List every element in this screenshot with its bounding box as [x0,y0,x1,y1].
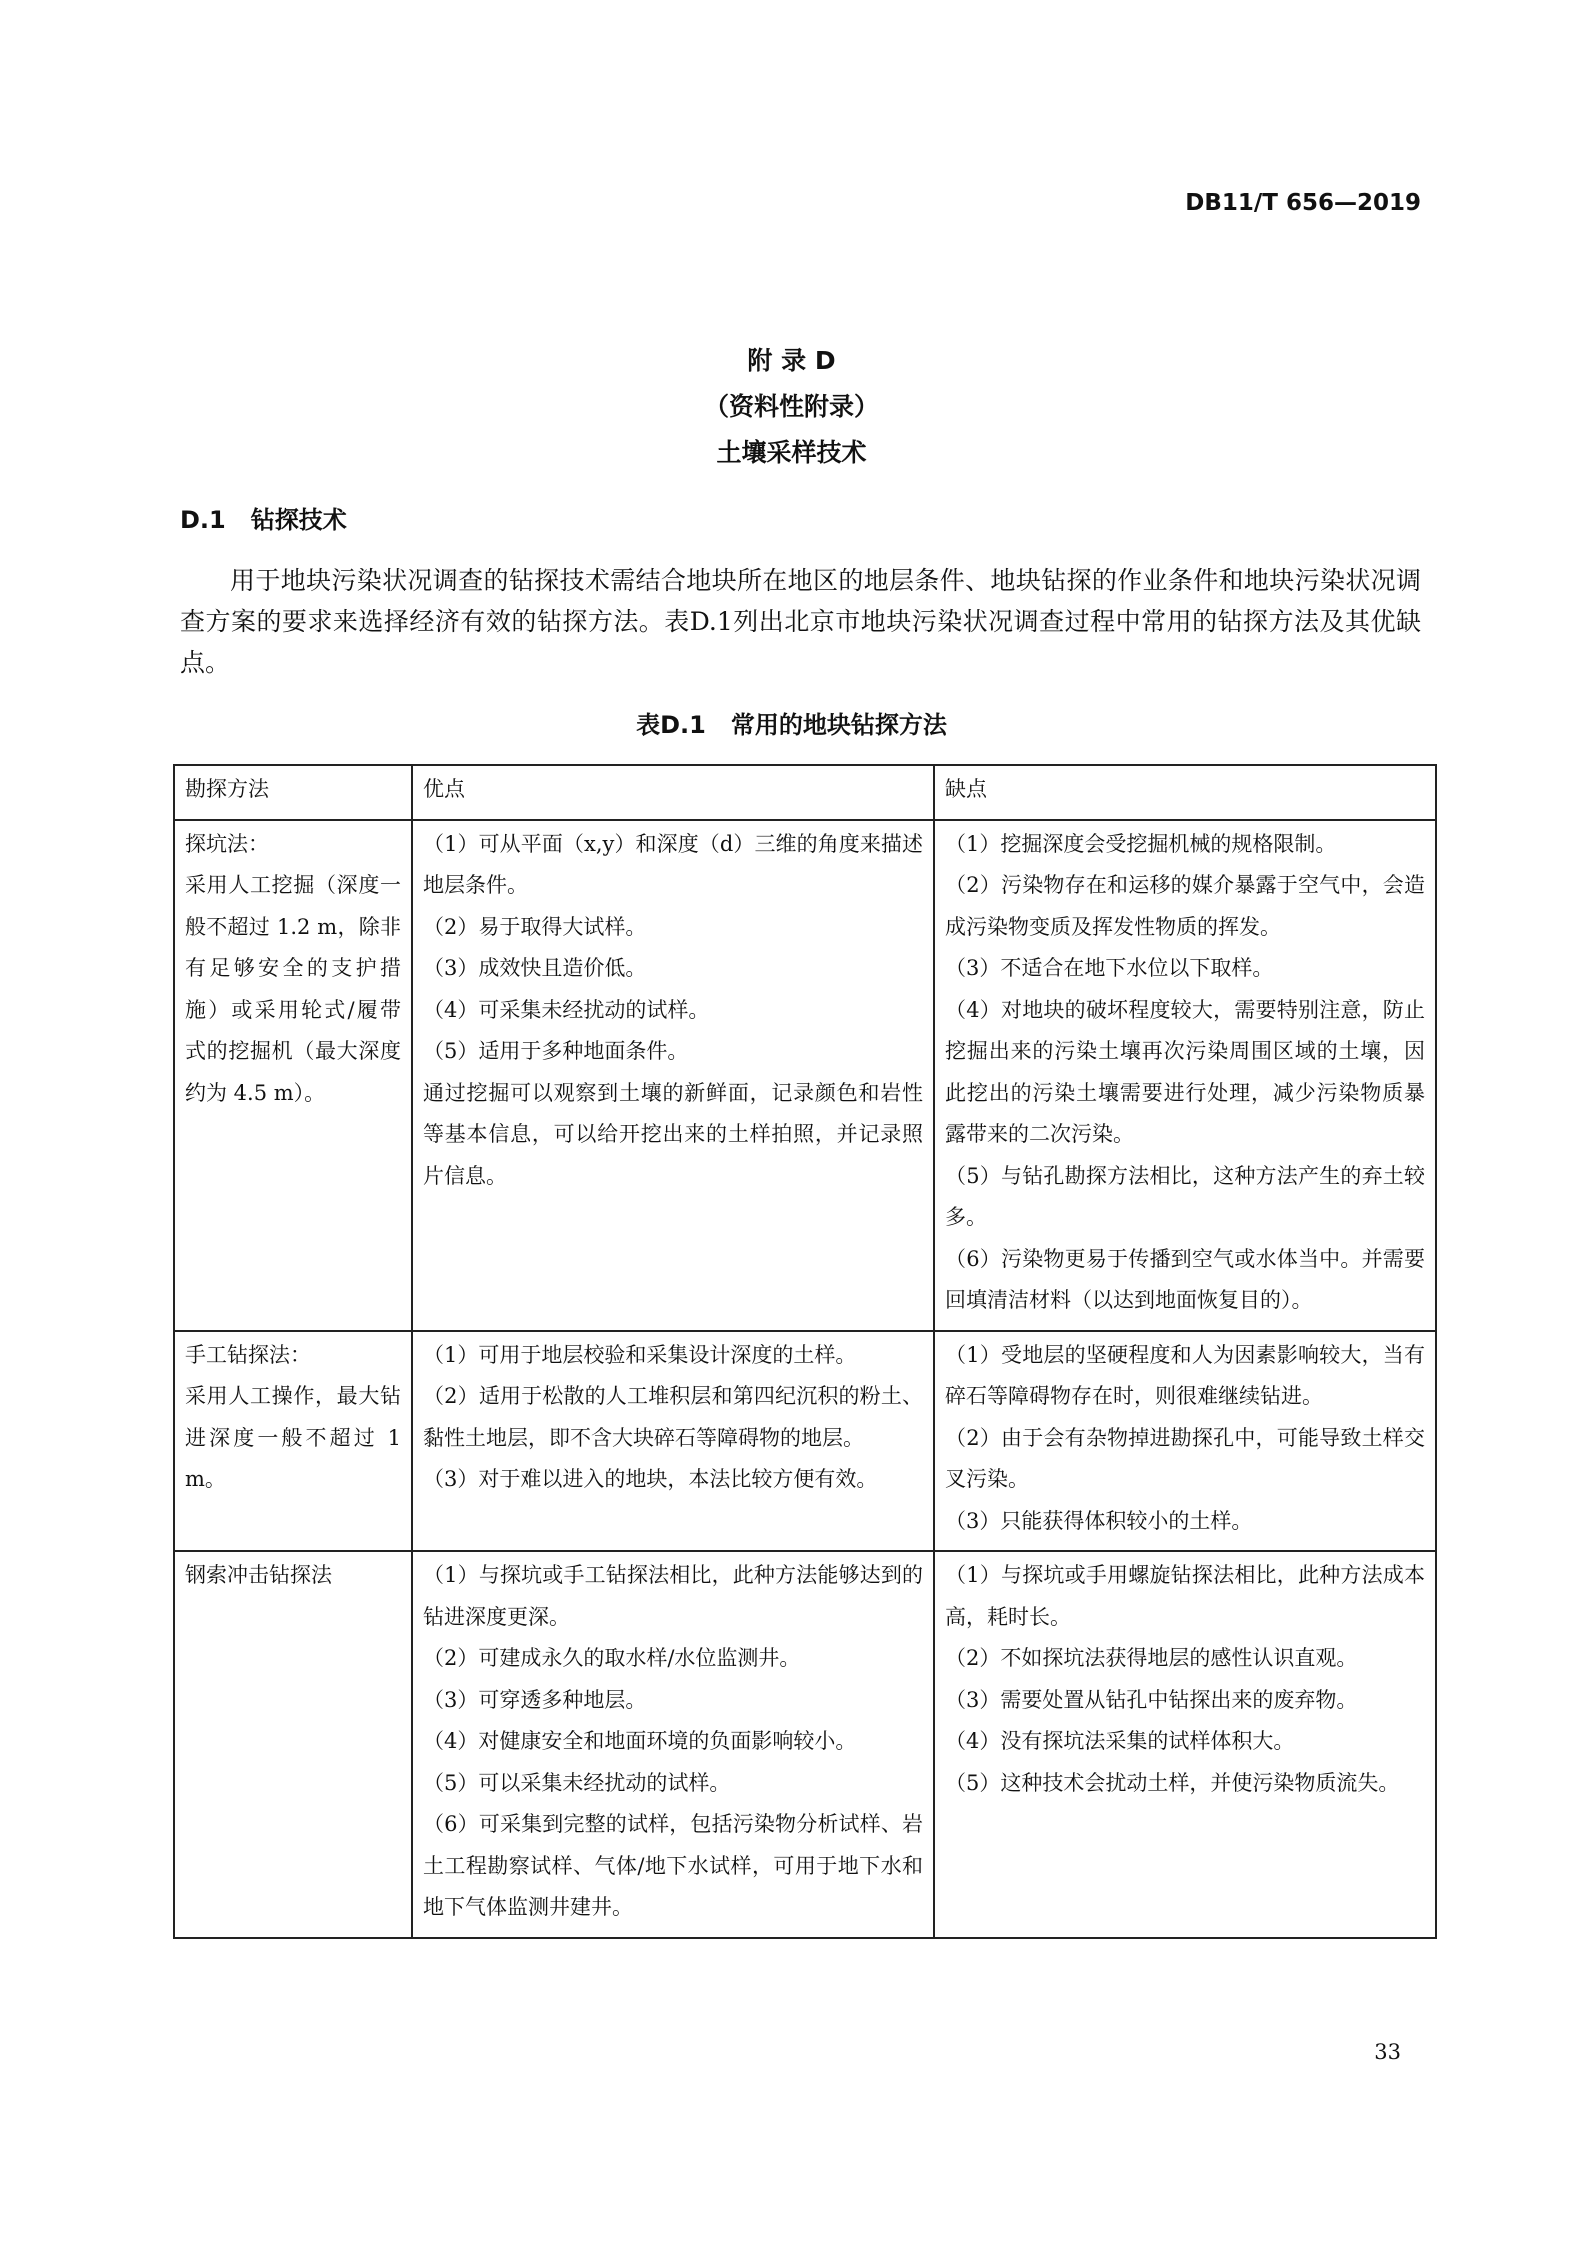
cell-line: 钢索冲击钻探法 [185,1563,332,1587]
appendix-label: 附 录 D [747,346,836,375]
appendix-type: （资料性附录） [703,392,879,421]
method-cell [174,1551,412,1938]
method-cell [174,820,412,1331]
table-row [174,820,1436,1331]
cell-line: 通过挖掘可以观察到土壤的新鲜面，记录颜色和岩性等基本信息，可以给开挖出来的土样拍照，并记录照片信息。 [423,1080,923,1188]
section-paragraph: 用于地块污染状况调查的钻探技术需结合地块所在地区的地层条件、地块钻探的作业条件和地块污染状况调查方案的要求来选择经济有效的钻探方法。表D.1列出北京市地块污染状况调查过程中常用的钻探方法及其优缺点。 [180,566,1421,677]
header-cons: 缺点 [934,765,1436,820]
cell-line: （6）可采集到完整的试样，包括污染物分析试样、岩土工程勘察试样、气体/地下水试样，可用于地下水和地下气体监测井建井。 [423,1812,923,1919]
cell-line: （3）成效快且造价低。 [423,956,647,980]
table-row [174,1331,1436,1552]
cell-line: （5）这种技术会扰动土样，并使污染物质流失。 [945,1770,1400,1795]
cell-line: （4）可采集未经扰动的试样。 [423,997,710,1022]
table-caption: 表D.1 常用的地块钻探方法 [636,711,947,739]
cell-line: （6）污染物更易于传播到空气或水体当中。并需要回填清洁材料（以达到地面恢复目的）。 [945,1246,1425,1312]
cell-line: 采用人工挖掘（深度一般不超过 1.2 m，除非有足够安全的支护措施）或采用轮式/履带式的挖掘机（最大深度约为 4.5 m）。 [185,873,401,1105]
cell-line: （5）可以采集未经扰动的试样。 [423,1770,731,1795]
cell-line: （4）对健康安全和地面环境的负面影响较小。 [423,1729,857,1753]
cell-line: （3）需要处置从钻孔中钻探出来的废弃物。 [945,1687,1358,1712]
standard-code: DB11/T 656—2019 [1185,190,1421,216]
pros-cell [412,1331,934,1552]
pros-cell [412,820,934,1331]
cell-line: （3）对于难以进入的地块，本法比较方便有效。 [423,1467,878,1491]
cons-cell [934,1331,1436,1552]
cell-line: （1）与探坑或手工钻探法相比，此种方法能够达到的钻进深度更深。 [423,1563,923,1629]
cell-line: （1）受地层的坚硬程度和人为因素影响较大，当有碎石等障碍物存在时，则很难继续钻进。 [945,1342,1425,1408]
cell-line: （2）污染物存在和运移的媒介暴露于空气中，会造成污染物变质及挥发性物质的挥发。 [945,873,1425,939]
cell-line: 手工钻探法： [185,1342,311,1367]
appendix-heading [0,338,1583,476]
page-number: 33 [1374,2040,1401,2064]
cell-line: （2）适用于松散的人工堆积层和第四纪沉积的粉土、黏性土地层，即不含大块碎石等障碍物的地层。 [423,1384,923,1450]
cons-cell [934,1551,1436,1938]
cons-cell [934,820,1436,1331]
cell-line: （1）可从平面（x,y）和深度（d）三维的角度来描述地层条件。 [423,831,923,897]
drilling-methods-table [173,764,1437,1939]
cell-line: （3）不适合在地下水位以下取样。 [945,956,1274,980]
cell-line: （2）由于会有杂物掉进勘探孔中，可能导致土样交叉污染。 [945,1425,1425,1491]
cell-line: （1）可用于地层校验和采集设计深度的土样。 [423,1342,857,1367]
cell-line: （4）对地块的破坏程度较大，需要特别注意，防止挖掘出来的污染土壤再次污染周围区域的土壤，因此挖出的污染土壤需要进行处理，减少污染物质暴露带来的二次污染。 [945,997,1425,1146]
cell-line: （4）没有探坑法采集的试样体积大。 [945,1729,1295,1753]
appendix-title: 土壤采样技术 [716,438,867,467]
table-header-row [174,765,1436,820]
cell-line: （5）与钻孔勘探方法相比，这种方法产生的弃土较多。 [945,1163,1425,1229]
pros-cell [412,1551,934,1938]
header-pros: 优点 [412,765,934,820]
header-method: 勘探方法 [174,765,412,820]
cell-line: （2）不如探坑法获得地层的感性认识直观。 [945,1646,1358,1670]
cell-line: （3）可穿透多种地层。 [423,1687,647,1712]
cell-line: （2）易于取得大试样。 [423,914,647,939]
cell-line: （5）适用于多种地面条件。 [423,1039,689,1063]
method-cell [174,1331,412,1552]
cell-line: 探坑法： [185,831,269,856]
cell-line: （3）只能获得体积较小的土样。 [945,1508,1253,1533]
table-row [174,1551,1436,1938]
section-title: D.1 钻探技术 [180,506,347,534]
cell-line: （1）挖掘深度会受挖掘机械的规格限制。 [945,831,1337,856]
cell-line: 采用人工操作，最大钻进深度一般不超过 1 m。 [185,1384,401,1491]
cell-line: （1）与探坑或手用螺旋钻探法相比，此种方法成本高，耗时长。 [945,1563,1425,1629]
cell-line: （2）可建成永久的取水样/水位监测井。 [423,1646,801,1670]
